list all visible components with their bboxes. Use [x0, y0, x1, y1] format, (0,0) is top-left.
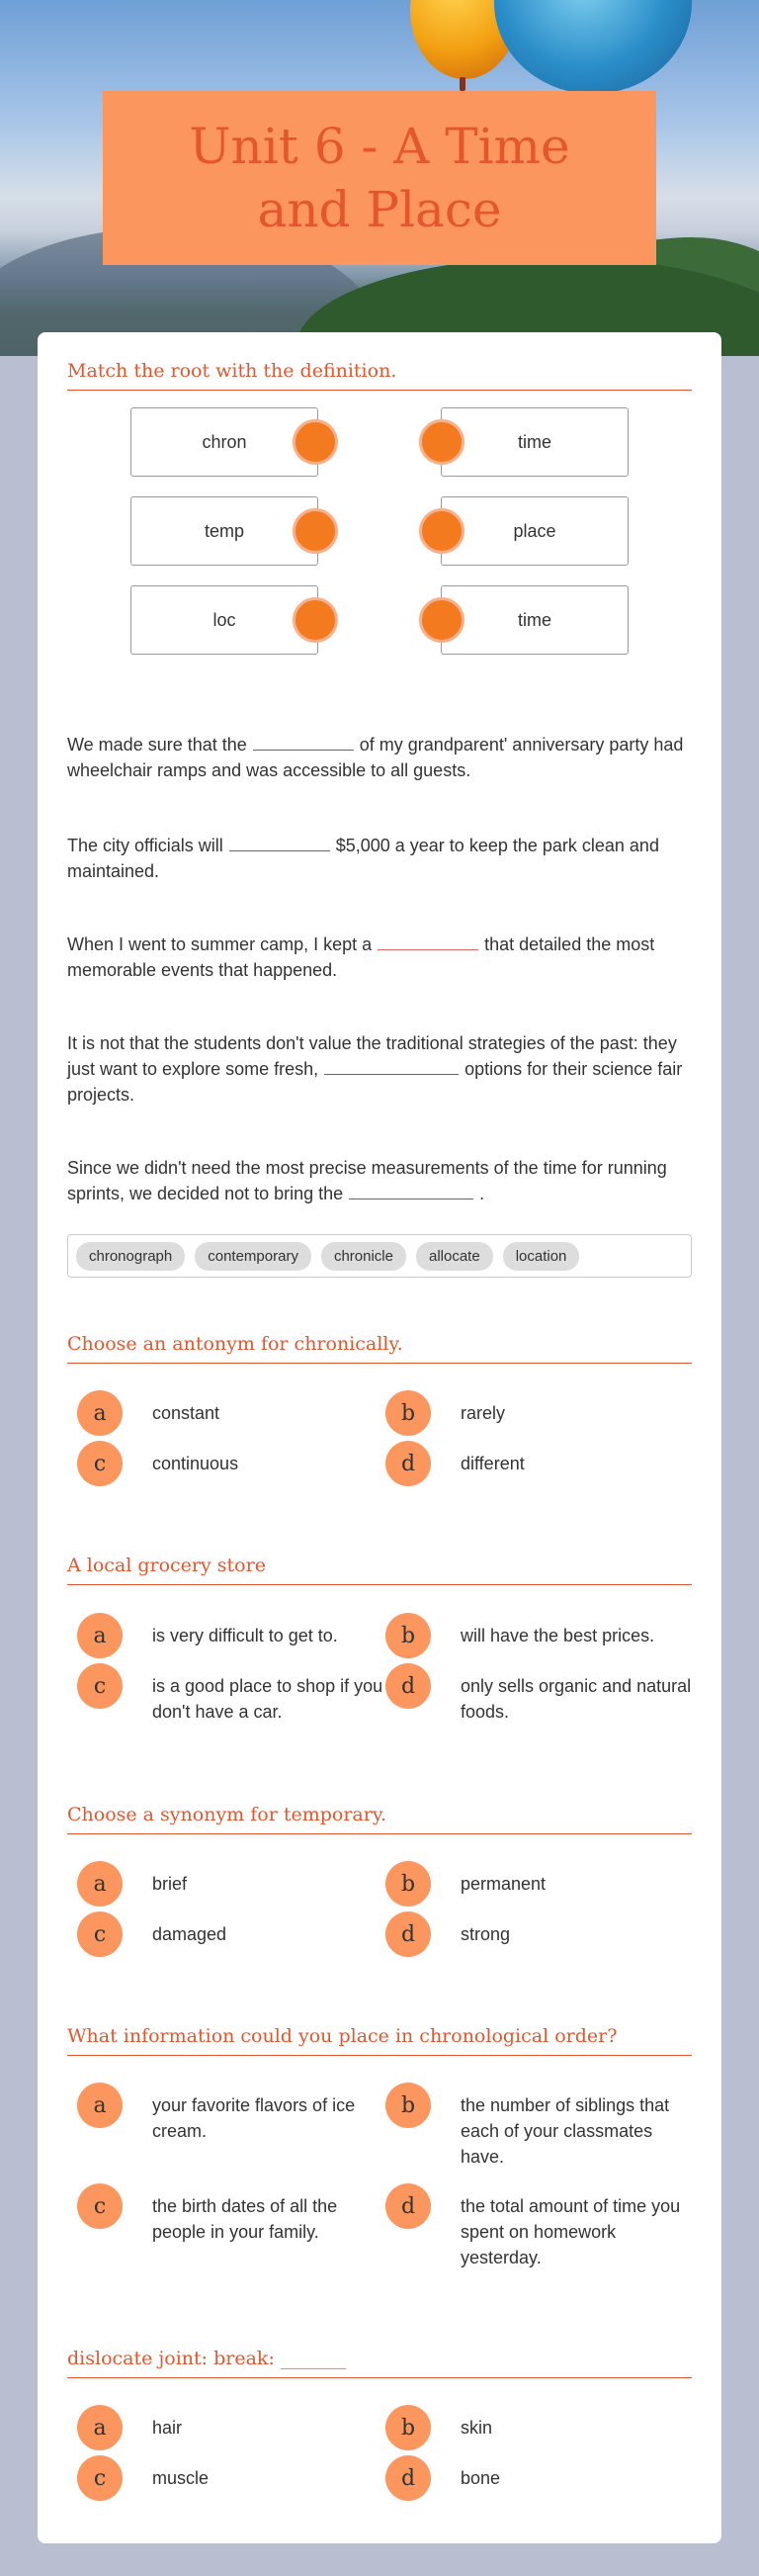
blank-input[interactable]	[324, 1057, 459, 1075]
option-letter-badge: b	[385, 2083, 431, 2128]
answer-option[interactable]	[385, 2083, 698, 2170]
option-letter-badge: d	[385, 1911, 431, 1957]
sentence-text: When I went to summer camp, I kept a	[67, 934, 373, 954]
answer-option[interactable]	[385, 1390, 698, 1436]
option-text: rarely	[461, 1403, 506, 1423]
match-connector-dot[interactable]	[419, 419, 464, 465]
option-letter-badge: a	[77, 1861, 123, 1907]
question-title: dislocate joint: break: _______	[67, 2348, 692, 2378]
sentence-text: .	[479, 1184, 485, 1203]
fill-sentence	[67, 732, 692, 783]
option-text: the number of siblings that each of your classmates have.	[461, 2095, 670, 2167]
option-text: is a good place to shop if you don't have a car.	[152, 1676, 383, 1722]
option-letter-badge: d	[385, 1441, 431, 1486]
option-text: damaged	[152, 1924, 227, 1944]
option-text: brief	[152, 1874, 188, 1894]
option-text: continuous	[152, 1454, 239, 1473]
balloon-basket	[460, 77, 465, 91]
question-title: Choose a synonym for temporary.	[67, 1804, 692, 1834]
match-right-item[interactable]: time	[441, 407, 629, 477]
answer-option[interactable]	[385, 1861, 698, 1907]
word-chip[interactable]: allocate	[416, 1242, 493, 1271]
option-letter-badge: a	[77, 1390, 123, 1436]
answer-option[interactable]	[385, 1911, 698, 1957]
answer-option[interactable]	[77, 1861, 389, 1907]
option-text: the total amount of time you spent on homework yesterday.	[461, 2196, 681, 2267]
match-left-item[interactable]: chron	[130, 407, 318, 477]
option-text: permanent	[461, 1874, 547, 1894]
answer-option[interactable]	[385, 2405, 698, 2450]
option-text: skin	[461, 2418, 493, 2438]
option-letter-badge: c	[77, 1441, 123, 1486]
match-connector-dot[interactable]	[293, 508, 338, 554]
sentence-text: that detailed the most memorable events that happened.	[67, 934, 655, 980]
word-chip[interactable]: location	[503, 1242, 580, 1271]
sentence-text: The city officials will	[67, 836, 223, 855]
option-text: the birth dates of all the people in your family.	[152, 2196, 338, 2242]
blank-input[interactable]	[378, 933, 478, 950]
option-text: different	[461, 1454, 525, 1473]
match-connector-dot[interactable]	[419, 597, 464, 643]
option-letter-badge: b	[385, 2405, 431, 2450]
option-letter-badge: b	[385, 1861, 431, 1907]
option-letter-badge: c	[77, 2183, 123, 2229]
answer-option[interactable]	[77, 1911, 389, 1957]
option-letter-badge: a	[77, 1613, 123, 1658]
option-letter-badge: c	[77, 2455, 123, 2501]
answer-option[interactable]	[385, 2455, 698, 2501]
question-title: A local grocery store	[67, 1554, 692, 1585]
option-text: your favorite flavors of ice cream.	[152, 2095, 356, 2141]
sentence-text: options for their science fair projects.	[67, 1059, 683, 1105]
option-text: muscle	[152, 2468, 210, 2488]
fill-sentence	[67, 932, 692, 983]
fill-sentence	[67, 833, 692, 884]
match-connector-dot[interactable]	[293, 597, 338, 643]
option-text: strong	[461, 1924, 511, 1944]
match-left-item[interactable]: loc	[130, 585, 318, 655]
option-letter-badge: b	[385, 1390, 431, 1436]
answer-option[interactable]	[77, 1390, 389, 1436]
question-title: What information could you place in chronological order?	[67, 2025, 692, 2056]
match-right-item[interactable]: time	[441, 585, 629, 655]
question-title: Choose an antonym for chronically.	[67, 1333, 692, 1364]
page-title: Unit 6 - A Time and Place	[189, 118, 570, 238]
sentence-text: We made sure that the	[67, 735, 247, 755]
sentence-text: $5,000 a year to keep the park clean and maintained.	[67, 836, 659, 881]
option-text: constant	[152, 1403, 220, 1423]
word-chip[interactable]: chronograph	[76, 1242, 185, 1271]
option-text: bone	[461, 2468, 501, 2488]
balloon-illustration	[494, 0, 692, 94]
answer-option[interactable]	[77, 1613, 389, 1658]
sentence-text: Since we didn't need the most precise measurements of the time for running sprints, we decided not to bring the	[67, 1158, 667, 1203]
answer-option[interactable]	[77, 2455, 389, 2501]
title-banner	[103, 91, 656, 265]
answer-option[interactable]	[77, 1663, 389, 1725]
option-text: hair	[152, 2418, 183, 2438]
answer-option[interactable]	[385, 2183, 698, 2270]
blank-input[interactable]	[253, 733, 354, 751]
word-bank	[67, 1234, 692, 1278]
worksheet-card	[38, 332, 721, 2543]
fill-sentence	[67, 1030, 692, 1108]
option-letter-badge: a	[77, 2405, 123, 2450]
option-text: only sells organic and natural foods.	[461, 1676, 692, 1722]
option-letter-badge: b	[385, 1613, 431, 1658]
option-letter-badge: c	[77, 1663, 123, 1709]
blank-input[interactable]	[229, 834, 330, 851]
answer-option[interactable]	[77, 2405, 389, 2450]
word-chip[interactable]: contemporary	[195, 1242, 311, 1271]
option-letter-badge: d	[385, 1663, 431, 1709]
match-title: Match the root with the definition.	[67, 360, 692, 391]
blank-input[interactable]	[349, 1182, 473, 1199]
answer-option[interactable]	[385, 1613, 698, 1658]
sentence-text: of my grandparent' anniversary party had wheelchair ramps and was accessible to all guests.	[67, 735, 684, 780]
answer-option[interactable]	[77, 2183, 389, 2245]
option-text: is very difficult to get to.	[152, 1626, 338, 1645]
option-letter-badge: d	[385, 2455, 431, 2501]
match-left-item[interactable]: temp	[130, 496, 318, 566]
match-connector-dot[interactable]	[293, 419, 338, 465]
answer-option[interactable]	[385, 1663, 698, 1725]
fill-sentence	[67, 1155, 692, 1206]
match-right-item[interactable]: place	[441, 496, 629, 566]
answer-option[interactable]	[77, 2083, 389, 2144]
option-letter-badge: d	[385, 2183, 431, 2229]
answer-option[interactable]	[385, 1441, 698, 1486]
sentence-text: It is not that the students don't value the traditional strategies of the past: they just want to explore some fresh,	[67, 1033, 677, 1079]
answer-option[interactable]	[77, 1441, 389, 1486]
option-letter-badge: a	[77, 2083, 123, 2128]
option-text: will have the best prices.	[461, 1626, 655, 1645]
word-chip[interactable]: chronicle	[321, 1242, 406, 1271]
match-connector-dot[interactable]	[419, 508, 464, 554]
option-letter-badge: c	[77, 1911, 123, 1957]
